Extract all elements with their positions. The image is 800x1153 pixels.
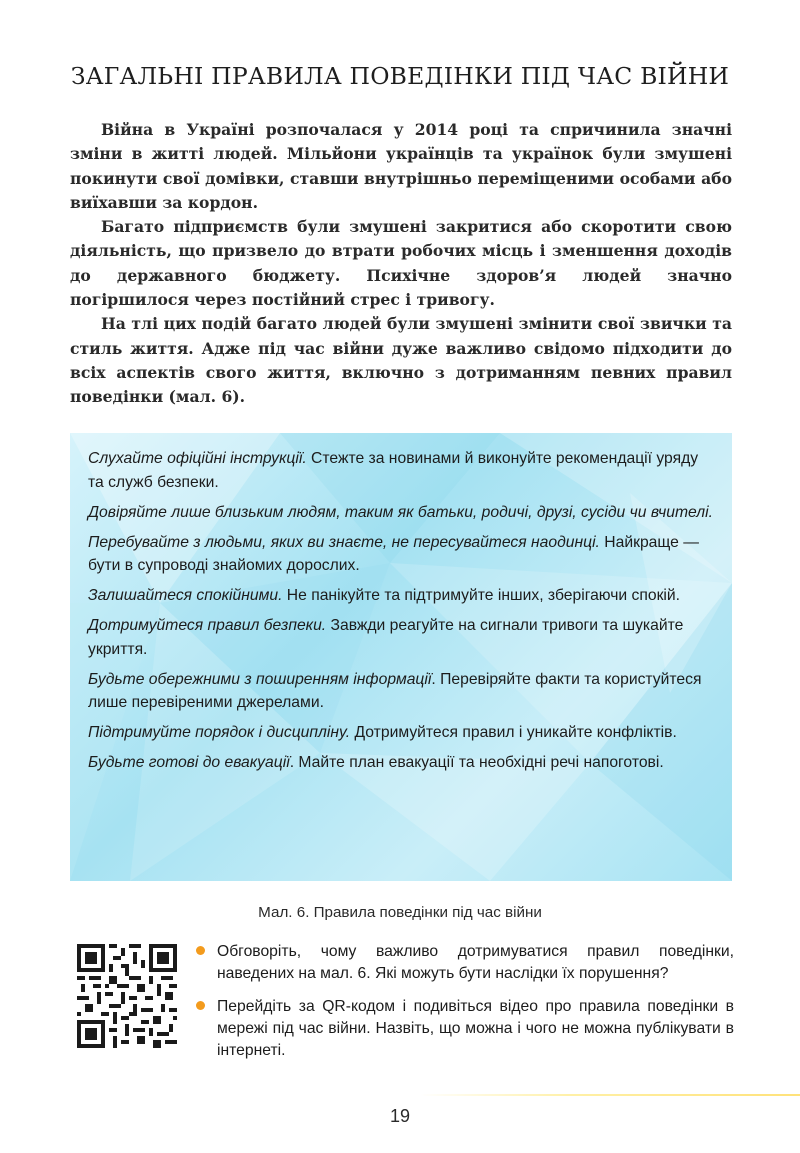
rule-heading: Слухайте офіційні інструкції. <box>88 450 307 467</box>
rules-list <box>88 447 718 781</box>
rule-item <box>88 447 718 494</box>
rule-item <box>88 614 718 661</box>
figure-caption: Мал. 6. Правила поведінки під час війни <box>258 904 542 921</box>
rule-heading: Перебувайте з людьми, яких ви знаєте, не пересувайтеся наодинці. <box>88 533 600 551</box>
task-item <box>196 996 734 1062</box>
bullet-dot-icon <box>196 946 205 955</box>
intro-text <box>70 118 732 410</box>
rule-item <box>88 531 718 578</box>
rule-text: Не панікуйте та підтримуйте інших, зберігаючи спокій. <box>282 587 681 604</box>
footer-divider <box>420 1094 800 1096</box>
rule-heading: Підтримуйте порядок і дисципліну. <box>88 724 351 741</box>
page-title: ЗАГАЛЬНІ ПРАВИЛА ПОВЕДІНКИ ПІД ЧАС ВІЙНИ <box>70 62 730 90</box>
rule-item <box>88 668 718 715</box>
rule-text: Завжди реагуйте на сигнали тривоги та шукайте укриття. <box>88 617 684 658</box>
rules-figure <box>70 433 732 881</box>
intro-paragraph: Війна в Україні розпочалася у 2014 році та спричинила значні зміни в житті людей. Мільйони українців та українок були змушені покинути свої домівки, ставши внутрішньо переміщеними особами або виїхавши за кордон. <box>70 120 732 212</box>
rule-text: Дотримуйтеся правил і уникайте конфліктів. <box>350 724 677 741</box>
rule-item <box>88 721 718 745</box>
bullet-dot-icon <box>196 1001 205 1010</box>
tasks-list <box>196 941 734 1073</box>
rule-heading: Довіряйте лише близьким людям, таким як батьки, родичі, друзі, сусіди чи вчителі. <box>88 503 713 521</box>
intro-paragraph: На тлі цих подій багато людей були змушені змінити свої звички та стиль життя. Адже під час війни дуже важливо свідомо підходити до всіх аспектів свого життя, включно з дотриманням певних правил поведінки (мал. 6). <box>70 314 732 407</box>
rule-text: . Перевіряйте факти та користуйтеся лише перевіреними джерелами. <box>88 670 702 711</box>
rule-item <box>88 751 718 775</box>
rule-item <box>88 501 718 525</box>
rule-heading: Залишайтеся спокійними. <box>88 587 283 604</box>
rule-heading: Дотримуйтеся правил безпеки. <box>88 617 327 634</box>
task-item <box>196 941 734 985</box>
rule-text: Стежте за новинами й виконуйте рекомендації уряду та служб безпеки. <box>88 450 699 491</box>
qr-code-icon[interactable] <box>77 944 177 1048</box>
rule-item <box>88 584 718 608</box>
rule-heading: Будьте обережними з поширенням інформації <box>88 670 432 688</box>
intro-paragraph: Багато підприємств були змушені закритися або скоротити свою діяльність, що призвело до втрати робочих місць і зменшення доходів до державного бюджету. Психічне здоров’я людей значно погіршилося через постійний стрес і тривогу. <box>70 217 732 310</box>
task-text: Обговоріть, чому важливо дотримуватися правил поведінки, наведених на мал. 6. Які можуть бути наслідки їх порушення? <box>217 943 734 982</box>
rule-text: Найкраще — бути в супроводі знайомих дорослих. <box>88 533 699 574</box>
rule-heading: Будьте готові до евакуації <box>88 754 290 771</box>
rule-text: . Майте план евакуації та необхідні речі напоготові. <box>289 754 664 771</box>
task-text: Перейдіть за QR-кодом і подивіться відео про правила поведінки в мережі під час війни. Назвіть, що можна і чого не можна публікувати в інтернеті. <box>217 998 734 1059</box>
page-number: 19 <box>389 1106 411 1126</box>
